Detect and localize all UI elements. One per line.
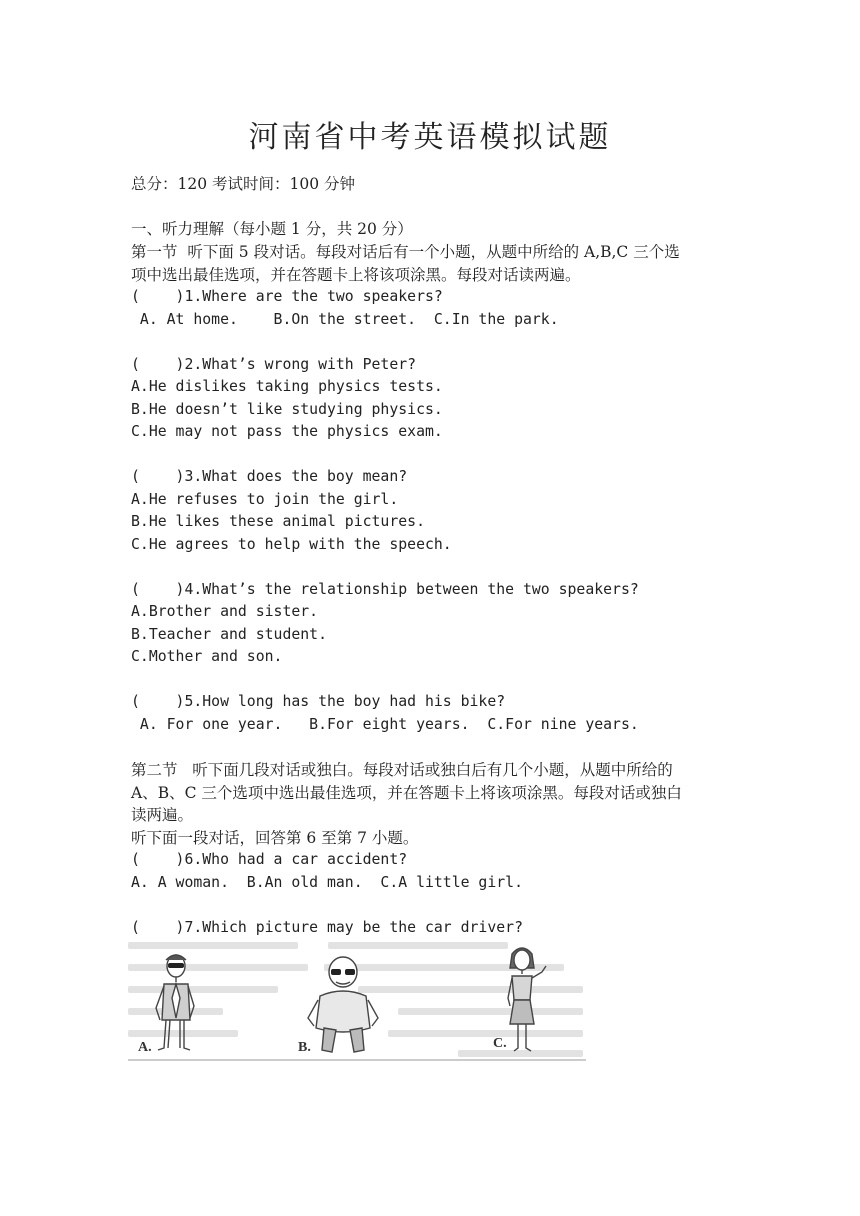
q7-stem: ( )7.Which picture may be the car driver? xyxy=(131,919,523,936)
q5-stem: ( )5.How long has the boy had his bike? xyxy=(131,693,506,710)
q6-options: A. A woman. B.An old man. C.A little girl. xyxy=(131,874,523,891)
q2-option-b: B.He doesn’t like studying physics. xyxy=(131,401,443,418)
q3-option-c: C.He agrees to help with the speech. xyxy=(131,536,452,553)
part1-intro-line2: 项中选出最佳选项，并在答题卡上将该项涂黑。每段对话读两遍。 xyxy=(131,266,581,284)
q3-option-a: A.He refuses to join the girl. xyxy=(131,491,399,508)
part1-intro-line1: 第一节 听下面 5 段对话。每段对话后有一个小题，从题中所给的 A,B,C 三个选 xyxy=(131,243,680,261)
q2-option-a: A.He dislikes taking physics tests. xyxy=(131,378,443,395)
q4-option-b: B.Teacher and student. xyxy=(131,626,327,643)
q4-stem: ( )4.What’s the relationship between the two speakers? xyxy=(131,581,639,598)
q7-picture-strip xyxy=(128,938,586,1062)
q6-stem: ( )6.Who had a car accident? xyxy=(131,851,408,868)
q1-options: A. At home. B.On the street. C.In the park. xyxy=(131,311,559,328)
q5-options: A. For one year. B.For eight years. C.For nine years. xyxy=(131,716,639,733)
q2-stem: ( )2.What’s wrong with Peter? xyxy=(131,356,417,373)
q1-stem: ( )1.Where are the two speakers? xyxy=(131,288,443,305)
figure-b-label: B. xyxy=(298,1040,311,1055)
page-title: 河南省中考英语模拟试题 xyxy=(248,120,612,155)
section-heading: 一、听力理解（每小题 1 分，共 20 分） xyxy=(131,220,413,238)
q4-option-a: A.Brother and sister. xyxy=(131,603,319,620)
q2-option-c: C.He may not pass the physics exam. xyxy=(131,423,443,440)
exam-meta: 总分：120 考试时间：100 分钟 xyxy=(131,175,356,193)
part2-instruction: 听下面一段对话，回答第 6 至第 7 小题。 xyxy=(131,829,419,847)
q3-option-b: B.He likes these animal pictures. xyxy=(131,513,425,530)
figure-c-label: C. xyxy=(493,1036,507,1051)
figure-b-old-man xyxy=(308,957,378,1052)
part2-intro-line3: 读两遍。 xyxy=(131,806,194,824)
q3-stem: ( )3.What does the boy mean? xyxy=(131,468,408,485)
q7-illustration xyxy=(128,938,586,1062)
q4-option-c: C.Mother and son. xyxy=(131,648,283,665)
figure-a-label: A. xyxy=(138,1040,152,1055)
part2-intro-line1: 第二节 听下面几段对话或独白。每段对话或独白后有几个小题，从题中所给的 xyxy=(131,761,673,779)
part2-intro-line2: A、B、C 三个选项中选出最佳选项，并在答题卡上将该项涂黑。每段对话或独白 xyxy=(131,784,682,802)
